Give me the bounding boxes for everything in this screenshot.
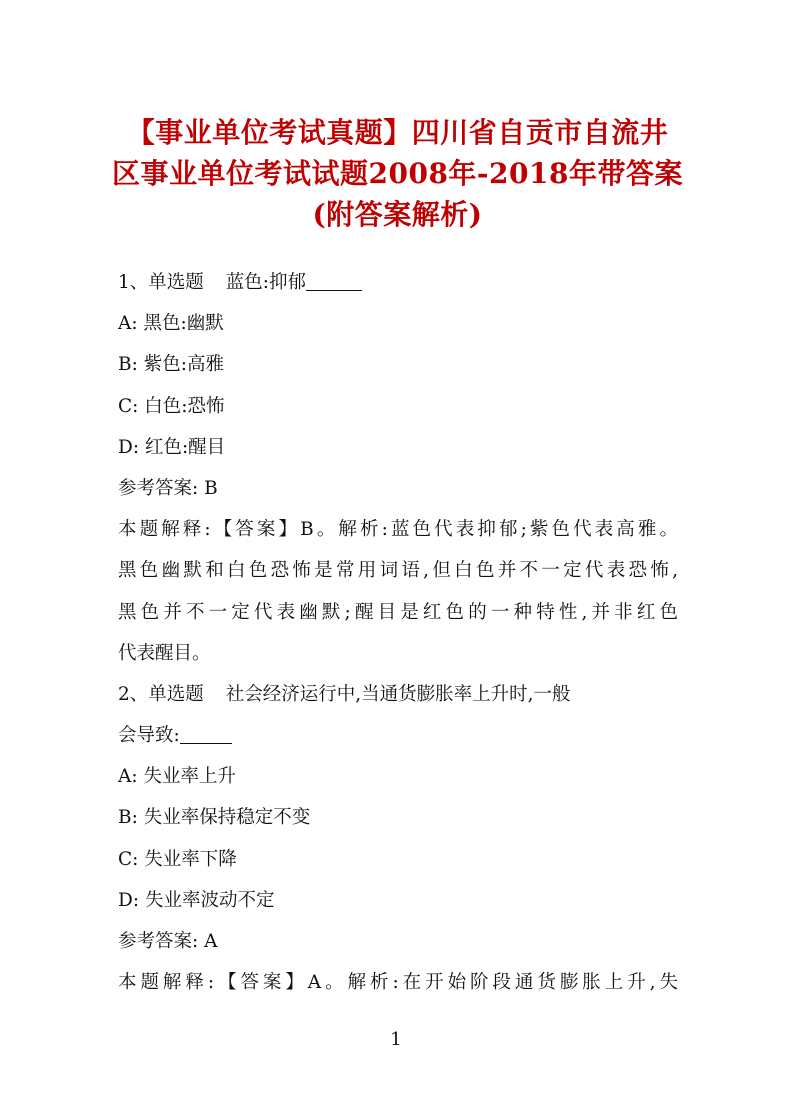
answer-blank	[180, 727, 232, 744]
question-2-option-d: D: 失业率波动不定	[118, 889, 275, 911]
question-1-text: 蓝色:抑郁	[225, 272, 307, 293]
question-1-number: 1、单选题	[118, 272, 204, 293]
question-1-stem	[118, 262, 678, 303]
page-number: 1	[390, 1029, 402, 1050]
document-body	[118, 262, 678, 1003]
answer-blank	[306, 274, 362, 291]
document-title	[110, 112, 685, 235]
question-1-option-a: A: 黑色:幽默	[118, 313, 224, 335]
question-2-option-c: C: 失业率下降	[118, 848, 237, 870]
question-1-explanation-line: 代表醒目。	[118, 642, 211, 664]
title-line-2: 区事业单位考试试题2008年-2018年带答案	[112, 157, 683, 190]
question-1-option-c: C: 白色:恐怖	[118, 395, 225, 417]
question-2-option-a: A: 失业率上升	[118, 766, 236, 788]
question-2-explanation-line: 本题解释:【答案】A。解析:在开始阶段通货膨胀上升,失	[118, 972, 678, 994]
question-2-number: 2、单选题	[118, 683, 204, 705]
question-1-answer: 参考答案: B	[118, 477, 218, 499]
question-1-option-d: D: 红色:醒目	[118, 436, 226, 458]
question-2-text: 社会经济运行中,当通货膨胀率上升时,一般	[225, 683, 571, 705]
question-1-explanation-line: 黑色并不一定代表幽默;醒目是红色的一种特性,并非红色	[118, 601, 678, 623]
question-1-option-b: B: 紫色:高雅	[118, 354, 224, 376]
question-2-stem	[118, 674, 678, 715]
question-1-explanation-line: 黑色幽默和白色恐怖是常用词语,但白色并不一定代表恐怖,	[118, 560, 678, 582]
question-2-answer: 参考答案: A	[118, 931, 218, 952]
question-2-text-continued: 会导致:	[118, 725, 180, 747]
question-2-option-b: B: 失业率保持稳定不变	[118, 807, 311, 829]
question-2-stem-continued	[118, 715, 678, 756]
question-1-explanation-line: 本题解释:【答案】B。解析:蓝色代表抑郁;紫色代表高雅。	[118, 519, 678, 541]
title-line-1: 【事业单位考试真题】四川省自贡市自流井	[126, 116, 669, 149]
title-line-3: (附答案解析)	[312, 198, 483, 231]
